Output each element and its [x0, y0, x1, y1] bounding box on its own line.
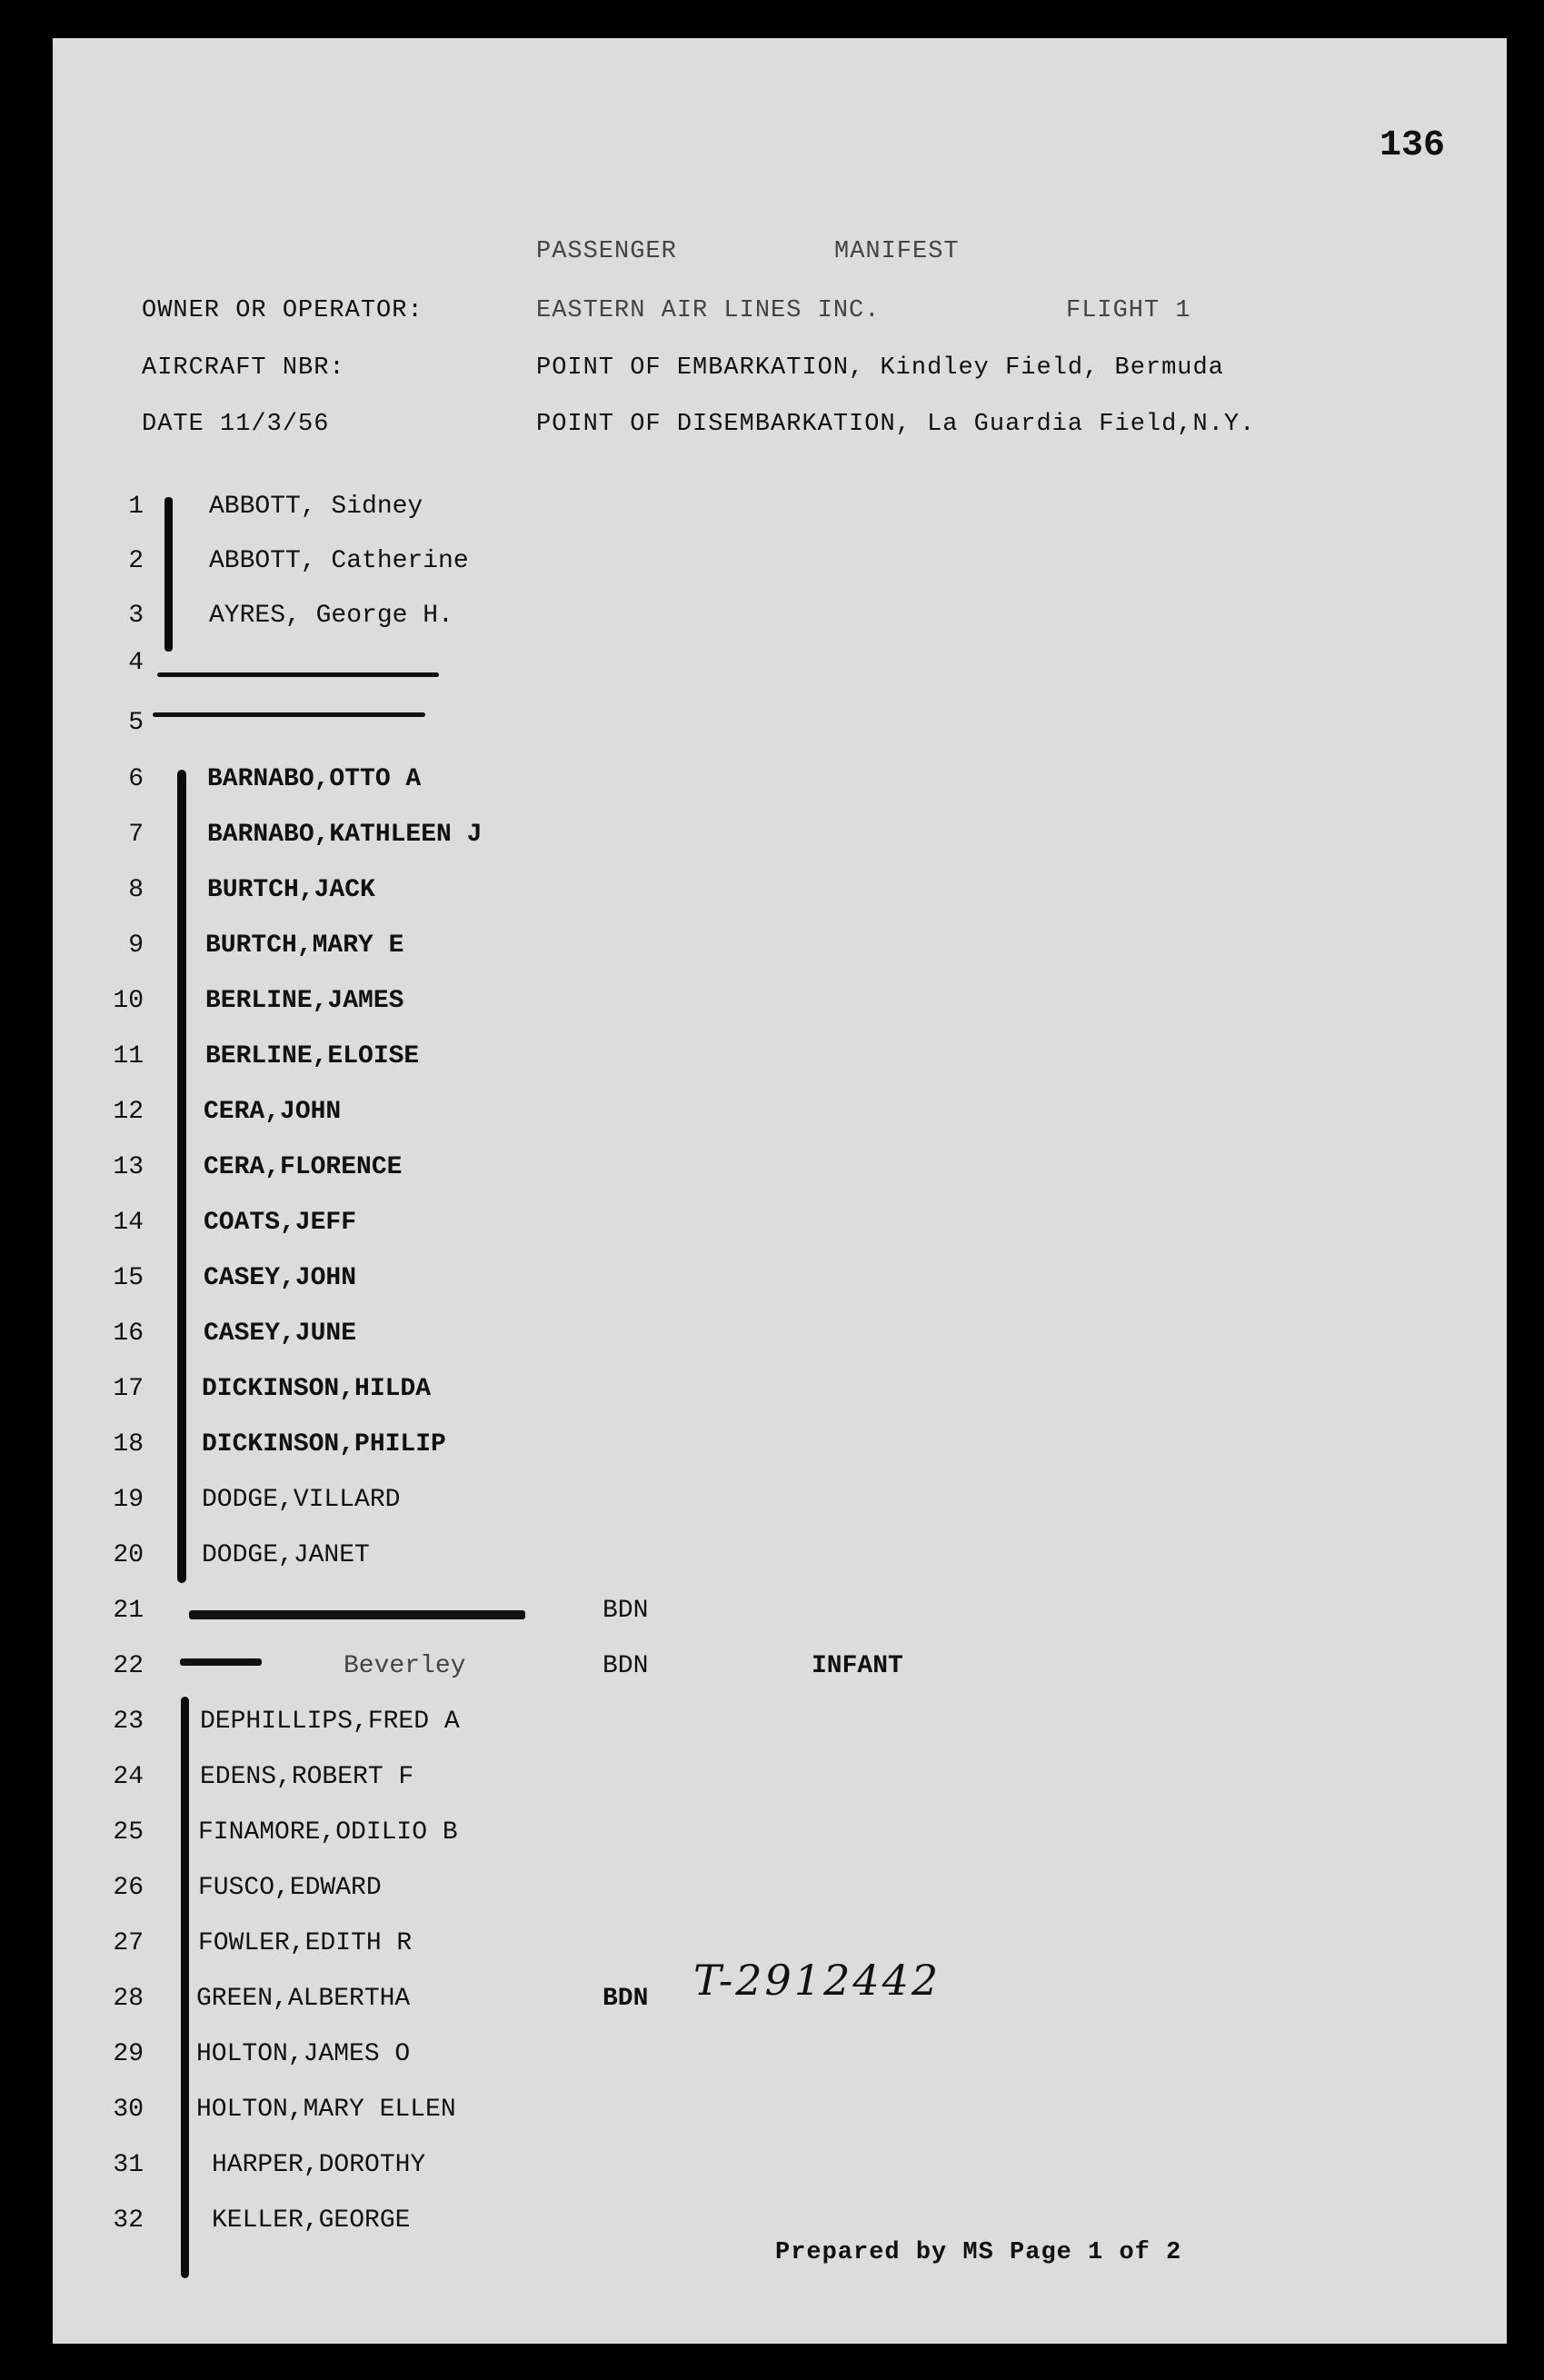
row-number: 26	[113, 1874, 144, 1902]
manifest-date: DATE 11/3/56	[142, 411, 330, 438]
infant-note: INFANT	[812, 1652, 903, 1680]
bdn-code: BDN	[603, 1985, 649, 2013]
passenger-name: GREEN,ALBERTHA	[196, 1985, 411, 2013]
passenger-name: DICKINSON,PHILIP	[202, 1430, 446, 1459]
strike-line-row-22	[180, 1658, 262, 1666]
row-number: 7	[128, 821, 144, 849]
passenger-name: CASEY,JOHN	[204, 1264, 357, 1292]
passenger-name: BURTCH,JACK	[207, 876, 375, 904]
passenger-name: Beverley	[344, 1652, 466, 1680]
passenger-name: DODGE,VILLARD	[202, 1486, 401, 1514]
row-number: 9	[128, 931, 144, 960]
aircraft-label: AIRCRAFT NBR:	[142, 354, 345, 382]
bracket-mark	[164, 497, 173, 652]
handwritten-annotation: T-2912442	[693, 1956, 941, 2005]
passenger-name: HOLTON,JAMES O	[196, 2040, 411, 2068]
passenger-name: BARNABO,KATHLEEN J	[207, 821, 483, 849]
strike-line-row-5	[153, 712, 425, 717]
header-manifest: MANIFEST	[834, 238, 960, 265]
row-number: 29	[113, 2040, 144, 2068]
row-number: 19	[113, 1486, 144, 1514]
passenger-name: FOWLER,EDITH R	[198, 1929, 413, 1957]
row-number: 13	[113, 1153, 144, 1181]
row-number: 4	[128, 649, 144, 677]
bracket-mark	[177, 770, 186, 1583]
passenger-name: BURTCH,MARY E	[205, 931, 404, 960]
row-number: 28	[113, 1985, 144, 2013]
passenger-name: DICKINSON,HILDA	[202, 1375, 432, 1403]
header-passenger: PASSENGER	[536, 238, 677, 265]
row-number: 5	[128, 709, 144, 737]
passenger-name: HOLTON,MARY ELLEN	[196, 2096, 456, 2124]
row-number: 16	[113, 1319, 144, 1348]
passenger-name: EDENS,ROBERT F	[200, 1763, 414, 1791]
row-number: 31	[113, 2151, 144, 2179]
flight-number: FLIGHT 1	[1066, 297, 1191, 324]
passenger-name: BARNABO,OTTO A	[207, 765, 422, 793]
passenger-name: FUSCO,EDWARD	[198, 1874, 382, 1902]
embarkation-point: POINT OF EMBARKATION, Kindley Field, Bermuda	[536, 354, 1224, 382]
row-number: 27	[113, 1929, 144, 1957]
row-number: 10	[113, 987, 144, 1015]
owner-value: EASTERN AIR LINES INC.	[536, 297, 881, 324]
footer-prepared-by: Prepared by MS Page 1 of 2	[775, 2239, 1182, 2266]
row-number: 14	[113, 1209, 144, 1237]
row-number: 17	[113, 1375, 144, 1403]
manifest-page	[53, 38, 1507, 2344]
row-number: 32	[113, 2206, 144, 2235]
passenger-name: BERLINE,JAMES	[205, 987, 404, 1015]
strike-line-row-4	[157, 672, 439, 677]
row-number: 25	[113, 1818, 144, 1847]
row-number: 12	[113, 1098, 144, 1126]
page-number: 136	[1380, 125, 1446, 166]
passenger-name: KELLER,GEORGE	[212, 2206, 411, 2235]
strike-line-row-21	[189, 1610, 525, 1619]
passenger-name: CERA,FLORENCE	[204, 1153, 403, 1181]
row-number: 6	[128, 765, 144, 793]
row-number: 2	[128, 547, 144, 575]
row-number: 3	[128, 602, 144, 630]
row-number: 24	[113, 1763, 144, 1791]
row-number: 15	[113, 1264, 144, 1292]
passenger-name: AYRES, George H.	[209, 602, 453, 630]
row-number: 30	[113, 2096, 144, 2124]
passenger-name: DEPHILLIPS,FRED A	[200, 1708, 460, 1736]
bracket-mark	[181, 1697, 189, 2278]
bdn-code: BDN	[603, 1652, 649, 1680]
passenger-name: ABBOTT, Catherine	[209, 547, 469, 575]
passenger-name: BERLINE,ELOISE	[205, 1042, 420, 1071]
disembarkation-point: POINT OF DISEMBARKATION, La Guardia Field,N.Y.	[536, 411, 1256, 438]
passenger-name: COATS,JEFF	[204, 1209, 357, 1237]
bdn-code: BDN	[603, 1597, 649, 1625]
passenger-name: FINAMORE,ODILIO B	[198, 1818, 458, 1847]
passenger-name: CASEY,JUNE	[204, 1319, 357, 1348]
row-number: 21	[113, 1597, 144, 1625]
row-number: 22	[113, 1652, 144, 1680]
passenger-name: CERA,JOHN	[204, 1098, 342, 1126]
row-number: 1	[128, 493, 144, 521]
owner-label: OWNER OR OPERATOR:	[142, 297, 423, 324]
row-number: 8	[128, 876, 144, 904]
row-number: 20	[113, 1541, 144, 1569]
row-number: 11	[113, 1042, 144, 1071]
passenger-name: DODGE,JANET	[202, 1541, 370, 1569]
row-number: 23	[113, 1708, 144, 1736]
passenger-name: HARPER,DOROTHY	[212, 2151, 426, 2179]
passenger-name: ABBOTT, Sidney	[209, 493, 423, 521]
row-number: 18	[113, 1430, 144, 1459]
